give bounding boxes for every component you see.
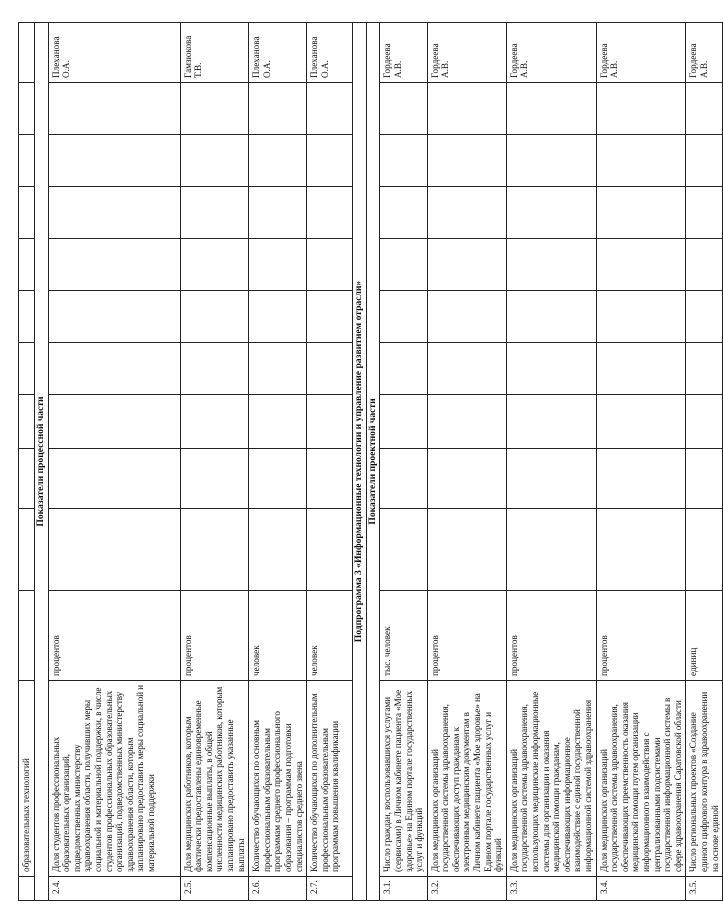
row-number: 2.7. [307,877,353,901]
indicator-name: Доля медицинских организаций государственной системы здравоохранения, использующих медицинские информационные системы для организации и оказания медицинской помощи гражданам, обеспечивающих информационное взаимодействие с единой государственной информационной системой здравоохранения [506,681,596,877]
header-cell-text: образовательных технологий [19,681,35,877]
table-row [596,23,686,901]
unit-of-measure: человек [249,591,307,681]
table-row [307,23,353,901]
unit-of-measure: процентов [596,591,686,681]
indicator-name: Доля медицинских работников, которым фактически предоставлены единовременные компенсационные выплаты, в общей численности медицинских работников, которым запланировано предоставить указанные выплаты [180,681,249,877]
section-heading-project: Показатели проектной части [366,23,380,901]
table-row [380,23,427,901]
table-row [353,23,367,901]
unit-of-measure: процентов [506,591,596,681]
table-row [48,23,180,901]
responsible-person: Гордеева А.В. [686,23,723,83]
row-number: 3.2. [427,877,506,901]
responsible-person: Гордеева А.В. [506,23,596,83]
indicator-name: Доля медицинских организаций государственной системы здравоохранения, обеспечивающих доступ гражданам к электронным медицинским документам в Личном кабинете пациента «Мое здоровье» на Едином портале государственных услуг и функций [427,681,506,877]
responsible-person: Гордеева А.В. [596,23,686,83]
table-row [249,23,307,901]
indicator-name: Доля студентов профессиональных образовательных организаций, подведомственных министерству здравоохранения области, получивших меры социальной и материальной поддержки, в числе студентов профессиональных образовательных организаций, подведомственных министерству здравоохранения области, которым запланировано предоставить меры социальной и материальной поддержки [48,681,180,877]
row-number: 2.5. [180,877,249,901]
responsible-person: Плеханова О.А. [48,23,180,83]
row-number: 2.6. [249,877,307,901]
table-row [180,23,249,901]
unit-of-measure: единиц [686,591,723,681]
row-number: 3.1. [380,877,427,901]
row-number: 3.3. [506,877,596,901]
responsible-person: Гамзюкова Т.В. [180,23,249,83]
row-number: 3.4. [596,877,686,901]
unit-of-measure: тыс. человек [380,591,427,681]
table-row [35,23,49,901]
unit-of-measure: человек [307,591,353,681]
section-heading-process: Показатели процессной части [35,23,49,901]
row-number: 3.5. [686,877,723,901]
row-number: 2.4. [48,877,180,901]
table-row [19,23,35,901]
table-row [686,23,723,901]
table-row [366,23,380,901]
responsible-person: Гордеева А.В. [427,23,506,83]
indicator-name: Количество обучающихся по дополнительным профессиональным образовательным программам повышения квалификации [307,681,353,877]
indicator-name: Доля медицинских организаций государственной системы здравоохранения, обеспечивающих преемственность оказания медицинской помощи путем организации информационного взаимодействия с централизованными подсистемами государственной информационной системы в сфере здравоохранения Саратовской области [596,681,686,877]
indicator-name: Число региональных проектов «Создание единого цифрового контура в здравоохранении на основе единой [686,681,723,877]
indicator-name: Число граждан, воспользовавшихся услугами (сервисами) в Личном кабинете пациента «Мое здоровье» на Едином портале государственных услуг и функций [380,681,427,877]
unit-of-measure: процентов [180,591,249,681]
responsible-person: Гордеева А.В. [380,23,427,83]
unit-of-measure: процентов [48,591,180,681]
table-row [427,23,506,901]
table-row [506,23,596,901]
unit-of-measure: процентов [427,591,506,681]
subprogram-heading: Подпрограмма 3 «Информационные технологии и управление развитием отрасли» [353,23,367,901]
responsible-person: Плеханова О.А. [249,23,307,83]
indicators-table [18,22,723,901]
responsible-person: Плеханова О.А. [307,23,353,83]
indicator-name: Количество обучающихся по основным профессиональным образовательным программам среднего профессионального образования – программам подготовки специалистов среднего звена [249,681,307,877]
